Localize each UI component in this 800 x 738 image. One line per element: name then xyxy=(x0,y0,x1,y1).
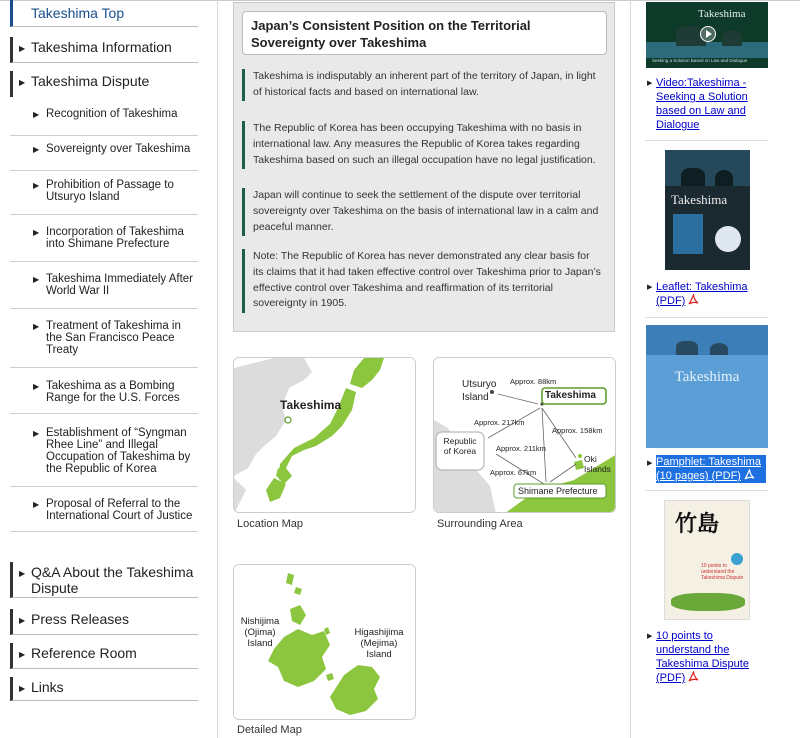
ten-points-thumb-map xyxy=(671,593,745,611)
position-title-text: Japan’s Consistent Position on the Territorial Sovereignty over Takeshima xyxy=(251,18,531,50)
pamphlet-thumb-title: Takeshima xyxy=(674,369,740,385)
nav-sub-prohibition[interactable] xyxy=(10,179,198,215)
video-thumb-title: Takeshima xyxy=(698,8,746,20)
position-paragraph-4 xyxy=(242,249,602,313)
triangle-right-icon: ▶ xyxy=(33,145,40,154)
nav-sub-label: Takeshima Immediately After World War II xyxy=(46,273,194,297)
right-separator xyxy=(645,490,768,491)
ten-points-thumb-subtitle: 10 points to understand the Takeshima Dispute xyxy=(701,563,744,581)
video-thumb-sea xyxy=(646,42,768,58)
ten-points-thumb-title: 竹島 xyxy=(675,511,720,537)
detailed-map-caption: Detailed Map xyxy=(237,724,302,736)
nav-label: Reference Room xyxy=(31,645,137,661)
nav-sub-label: Treatment of Takeshima in the San Francisco Peace Treaty xyxy=(46,320,181,356)
surrounding-area-caption: Surrounding Area xyxy=(437,518,523,530)
video-thumb-island xyxy=(722,30,742,46)
higashijima-label: Higashijima (Mejima) Island xyxy=(354,627,404,660)
right-separator xyxy=(645,317,768,318)
korea-label: Republic of Korea xyxy=(443,436,477,456)
oki-islands-label: Oki Islands xyxy=(584,454,611,474)
nav-item-reference-room[interactable] xyxy=(10,643,198,669)
leaflet-link[interactable] xyxy=(656,280,768,308)
pamphlet-thumbnail[interactable] xyxy=(646,325,768,448)
nav-label: Q&A About the Takeshima Dispute xyxy=(31,564,194,596)
triangle-right-icon: ▶ xyxy=(19,650,26,659)
nav-sub-label: Takeshima as a Bombing Range for the U.S. Forces xyxy=(46,380,180,404)
ten-points-link-text: 10 points to understand the Takeshima Dispute (PDF) xyxy=(656,630,749,684)
paragraph-text: Takeshima is indisputably an inherent part of the territory of Japan, in light of historical facts and based on international law. xyxy=(253,70,596,98)
position-paragraph-1 xyxy=(242,69,602,101)
distance-158km-label: Approx. 158km xyxy=(552,426,603,435)
triangle-right-icon: ▶ xyxy=(19,78,26,87)
nav-label: Takeshima Information xyxy=(31,39,172,55)
nav-sub-label: Recognition of Takeshima xyxy=(46,108,178,120)
paragraph-text: Note: The Republic of Korea has never demonstrated any clear basis for its claims that it had taken effective control over Takeshima prior to Japan’s effective control over Takeshima and reaffirmation of its territorial sovereignty in 1905. xyxy=(253,250,601,310)
pamphlet-thumb-island xyxy=(676,341,698,355)
leaflet-thumb-title: Takeshima xyxy=(671,192,728,207)
nav-item-press-releases[interactable] xyxy=(10,609,198,635)
triangle-right-icon: ▶ xyxy=(33,110,40,119)
pamphlet-thumb-sky xyxy=(646,325,768,355)
nav-items xyxy=(10,0,198,738)
right-separator xyxy=(645,140,768,141)
position-title xyxy=(242,11,607,55)
nav-sub-label: Incorporation of Takeshima into Shimane Prefecture xyxy=(46,226,184,250)
distance-88km-label: Approx. 88km xyxy=(510,377,557,386)
distance-211km-label: Approx. 211km xyxy=(496,444,546,453)
triangle-right-icon: ▶ xyxy=(19,569,26,578)
takeshima-label: Takeshima xyxy=(280,398,342,412)
leaflet-thumb-sky xyxy=(665,150,750,186)
triangle-right-icon: ▶ xyxy=(33,322,40,331)
location-map-caption: Location Map xyxy=(237,518,304,530)
triangle-right-icon: ▶ xyxy=(33,228,40,237)
pamphlet-thumb-island xyxy=(710,343,728,355)
nav-item-qa[interactable] xyxy=(10,562,198,598)
distance-67km-label: Approx. 67km xyxy=(490,468,537,477)
nav-item-takeshima-dispute[interactable] xyxy=(10,71,198,97)
nav-divider xyxy=(217,0,218,738)
detailed-map[interactable] xyxy=(233,564,416,720)
takeshima-label: Takeshima xyxy=(545,390,596,401)
nav-sub-san-francisco[interactable] xyxy=(10,320,198,368)
nav-sub-label: Prohibition of Passage to Utsuryo Island xyxy=(46,179,174,203)
triangle-right-icon: ▶ xyxy=(19,616,26,625)
right-column-divider xyxy=(630,0,631,738)
nav-item-takeshima-information[interactable] xyxy=(10,37,198,63)
surrounding-area-map[interactable] xyxy=(433,357,616,513)
nav-sub-incorporation[interactable] xyxy=(10,226,198,262)
leaflet-thumb-circle xyxy=(715,226,741,252)
nishijima-label: Nishijima (Ojima) Island xyxy=(240,616,280,649)
nav-sub-label: Sovereignty over Takeshima xyxy=(46,143,191,155)
nav-sub-after-ww2[interactable] xyxy=(10,273,198,309)
paragraph-text: Japan will continue to seek the settlement of the dispute over territorial sovereignty over Takeshima on the basis of international law in a calm and peaceful manner. xyxy=(253,189,599,233)
ten-points-thumb-badge xyxy=(731,553,743,565)
utsuryo-island-label: Utsuryo Island xyxy=(462,379,497,403)
triangle-right-icon: ▶ xyxy=(33,275,40,284)
nav-label: Press Releases xyxy=(31,611,130,627)
pamphlet-link-text: Pamphlet: Takeshima (10 pages) (PDF) xyxy=(656,456,761,482)
triangle-right-icon: ▶ xyxy=(33,429,40,438)
triangle-right-icon: ▶ xyxy=(647,80,653,87)
position-paragraph-3 xyxy=(242,188,602,236)
distance-217km-label: Approx. 217km xyxy=(474,418,525,427)
video-link[interactable]: Video:Takeshima - Seeking a Solution based on Law and Dialogue xyxy=(656,77,748,131)
triangle-right-icon: ▶ xyxy=(19,44,26,53)
triangle-right-icon: ▶ xyxy=(33,382,40,391)
nav-sub-syngman-rhee[interactable] xyxy=(10,427,198,487)
video-thumb-subtitle: Seeking a Solution Based on Law and Dialogue xyxy=(652,58,748,63)
nav-item-links[interactable] xyxy=(10,677,198,701)
nav-sub-sovereignty[interactable] xyxy=(10,143,198,171)
triangle-right-icon: ▶ xyxy=(647,460,653,467)
ten-points-link[interactable] xyxy=(656,629,768,685)
location-map[interactable] xyxy=(233,357,416,513)
nav-label: Links xyxy=(31,679,64,695)
leaflet-link-text: Leaflet: Takeshima (PDF) xyxy=(656,281,748,307)
video-thumbnail[interactable] xyxy=(646,2,768,68)
location-map-graphic xyxy=(234,358,416,513)
nav-sub-label: Proposal of Referral to the International Court of Justice xyxy=(46,498,193,522)
pdf-icon xyxy=(744,469,755,481)
leaflet-thumb-island xyxy=(681,168,705,186)
position-statement-box xyxy=(233,2,615,332)
nav-sub-recognition[interactable] xyxy=(10,108,198,136)
leaflet-thumb-island xyxy=(715,170,733,186)
leaflet-thumb-map xyxy=(673,214,703,254)
paragraph-text: The Republic of Korea has been occupying Takeshima with no basis in international law. Any measures the Republic of Korea takes regarding Takeshima based on such an illegal occupation have no legal justification. xyxy=(253,122,596,166)
nav-sub-label: Establishment of “Syngman Rhee Line” and Illegal Occupation of Takeshima by the Republic of Korea xyxy=(46,427,191,475)
nav-label: Takeshima Top xyxy=(31,5,125,21)
triangle-right-icon: ▶ xyxy=(647,284,653,291)
play-icon xyxy=(700,26,716,42)
triangle-right-icon: ▶ xyxy=(647,633,653,640)
nav-sub-icj[interactable] xyxy=(10,498,198,532)
ten-points-thumbnail[interactable] xyxy=(664,500,750,620)
nav-sub-bombing-range[interactable] xyxy=(10,380,198,414)
position-paragraph-2 xyxy=(242,121,602,169)
nav-label: Takeshima Dispute xyxy=(31,73,150,89)
shimane-prefecture-label: Shimane Prefecture xyxy=(518,486,598,496)
triangle-right-icon: ▶ xyxy=(33,181,40,190)
triangle-right-icon: ▶ xyxy=(19,684,26,693)
pdf-icon xyxy=(688,671,699,683)
triangle-right-icon: ▶ xyxy=(33,500,40,509)
pdf-icon xyxy=(688,294,699,306)
leaflet-thumbnail[interactable] xyxy=(665,150,750,270)
pamphlet-link[interactable] xyxy=(656,455,766,483)
